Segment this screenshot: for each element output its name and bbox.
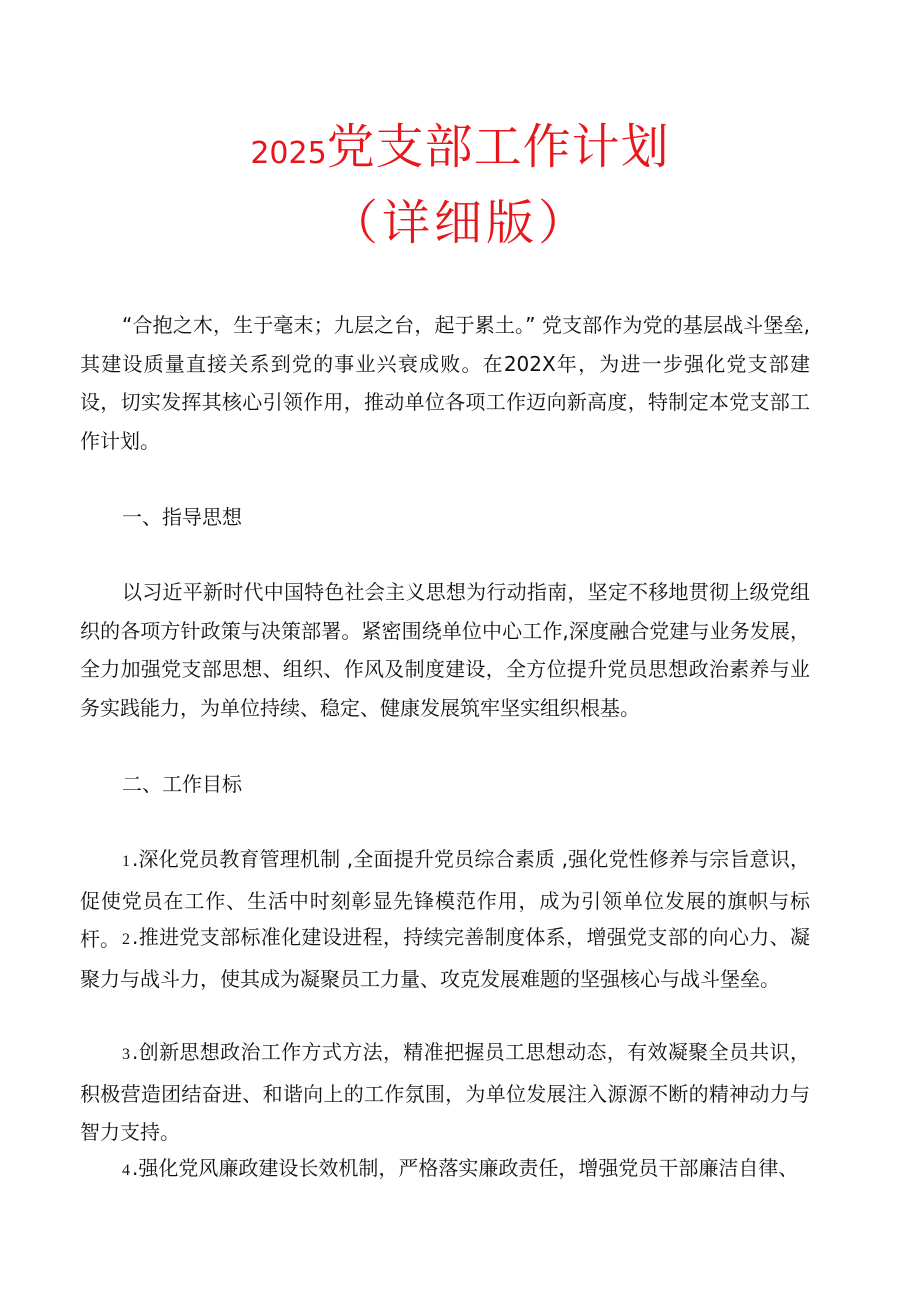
goal-item (80, 1149, 810, 1191)
goal-number: 1 (122, 853, 130, 870)
goal-number: 4 (122, 1162, 130, 1179)
goal-text: .创新思想政治工作方式方法，精准把握员工思想动态，有效凝聚全员共识，积极营造团结奋进、和谐向上的工作氛围，为单位发展注入源源不断的精神动力与智力支持。 (80, 1040, 810, 1144)
title-text: 党支部工作计划 (326, 119, 670, 175)
guiding-thought-paragraph: 以习近平新时代中国特色社会主义思想为行动指南，坚定不移地贯彻上级党组织的各项方针政策与决策部署。紧密围绕单位中心工作,深度融合党建与业务发展，全力加强党支部思想、组织、作风及制度建设，全方位提升党员思想政治素养与业务实践能力，为单位持续、稳定、健康发展筑牢坚实组织根基。 (80, 580, 810, 720)
document-subtitle: （详细版） (329, 195, 590, 251)
goal-item (80, 1033, 810, 1152)
goal-text: .推进党支部标准化建设进程，持续完善制度体系，增强党支部的向心力、凝聚力与战斗力，使其成为凝聚员工力量、攻克发展难题的坚强核心与战斗堡垒。 (80, 925, 810, 991)
title-year: 2025 (250, 136, 327, 171)
goal-text: .深化党员教育管理机制 ,全面提升党员综合素质 ,强化党性修养与宗旨意识，促使党员在工作、生活中时刻彰显先锋模范作用，成为引领单位发展的旗帜与标杆。 (80, 847, 810, 951)
goal-item (80, 918, 810, 998)
document-title (0, 112, 920, 189)
section-heading-guiding-thought: 一、指导思想 (122, 505, 242, 529)
intro-paragraph: “合抱之木，生于毫末；九层之台，起于累土。” 党支部作为党的基层战斗堡垒,其建设质量直接关系到党的事业兴衰成败。在202X年，为进一步强化党支部建设，切实发挥其核心引领作用，推动单位各项工作迈向新高度，特制定本党支部工作计划。 (80, 313, 810, 453)
goal-number: 2 (122, 931, 130, 948)
goal-number: 3 (122, 1046, 130, 1063)
goal-text: .强化党风廉政建设长效机制，严格落实廉政责任，增强党员干部廉洁自律、 (132, 1156, 799, 1180)
section-heading-work-goals: 二、工作目标 (122, 772, 242, 796)
